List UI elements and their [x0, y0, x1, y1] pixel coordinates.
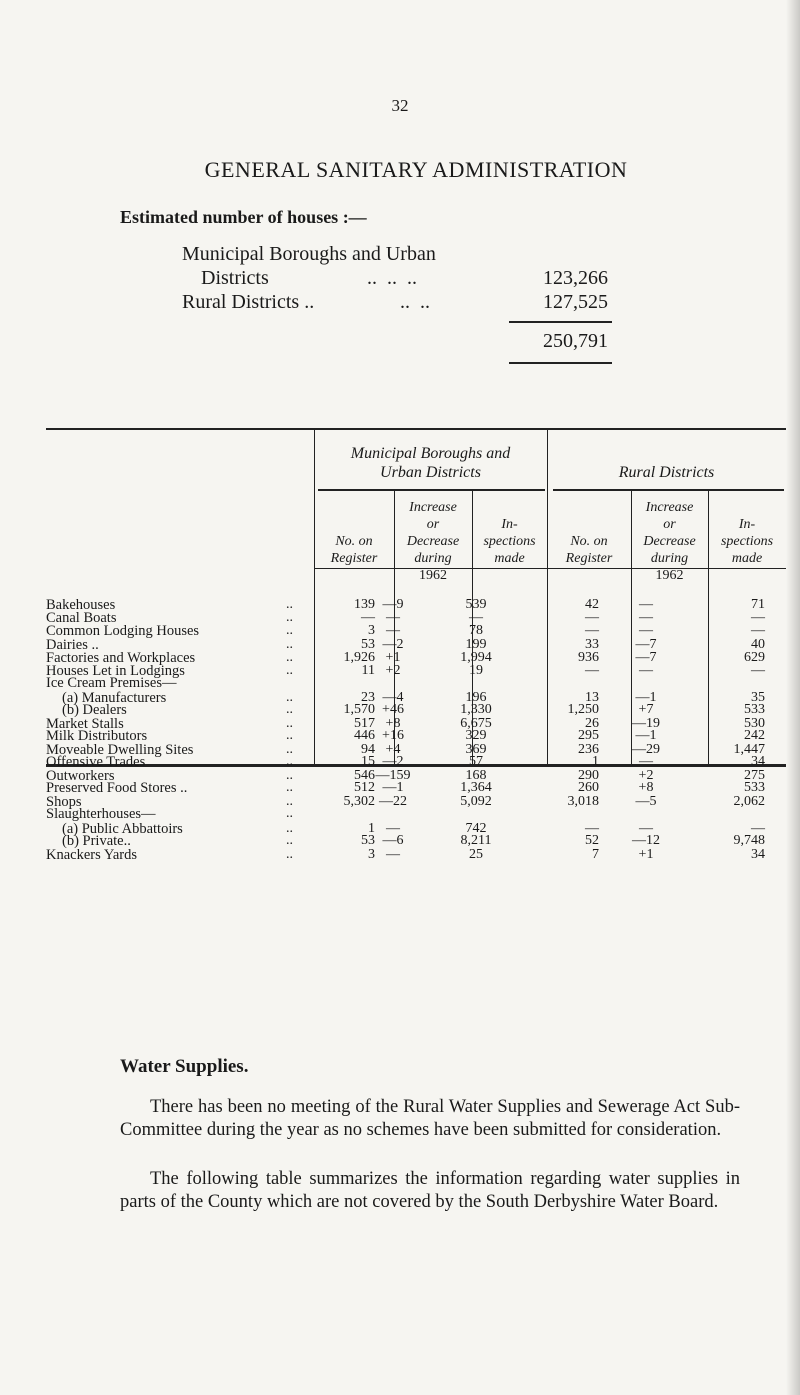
row-label: Moveable Dwelling Sites	[46, 742, 194, 758]
estimate-total: 250,791	[543, 330, 608, 352]
row-label: Outworkers	[46, 768, 115, 784]
estimate-label-urban-districts: Districts	[201, 267, 269, 289]
table-cell: —	[386, 623, 400, 638]
col-header-line: Register	[565, 551, 613, 566]
col-header-register-rural	[547, 533, 631, 567]
table-cell: 517	[354, 716, 375, 731]
col-header-line: In-	[738, 517, 756, 532]
col-header-line: spections	[720, 534, 774, 549]
row-leader-dots-short: ..	[286, 728, 293, 743]
table-cell: —	[639, 597, 653, 612]
table-cell: 512	[354, 780, 375, 795]
table-cell: —	[386, 821, 400, 836]
table-cell: 199	[465, 637, 487, 652]
table-cell: 94	[361, 742, 375, 757]
col-header-line: No. on	[570, 534, 608, 549]
table-cell: —5	[635, 794, 657, 809]
table-cell: 530	[744, 716, 765, 731]
row-leader-dots-short: ..	[286, 637, 293, 652]
water-supplies-paragraph-1: There has been no meeting of the Rural Water Supplies and Sewerage Act Sub-Committee during the year as no schemes have been submitted for consideration.	[120, 1097, 740, 1140]
col-header-line: Decrease	[643, 534, 696, 549]
water-supplies-heading: Water Supplies.	[120, 1056, 249, 1077]
table-cell: 1,570	[343, 702, 375, 717]
row-leader-dots-short: ..	[286, 716, 293, 731]
table-cell: 533	[744, 780, 765, 795]
row-leader-dots-short: ..	[286, 780, 293, 795]
col-header-line: or	[663, 517, 676, 532]
table-cell: —	[585, 821, 599, 836]
table-cell: 2,062	[733, 794, 765, 809]
row-leader-dots-short: ..	[286, 754, 293, 769]
table-cell: —	[751, 623, 765, 638]
row-leader-dots-short: ..	[286, 742, 293, 757]
estimate-total-rule	[509, 321, 612, 323]
table-cell: —1	[635, 728, 657, 743]
table-cell: +8	[638, 780, 654, 795]
table-cell: 196	[465, 690, 487, 705]
table-cell: 5,092	[460, 794, 492, 809]
table-cell: +7	[638, 702, 654, 717]
table-cell: —2	[382, 754, 404, 769]
table-cell: 52	[585, 833, 599, 848]
table-cell: 42	[585, 597, 599, 612]
table-cell: 1,364	[460, 780, 492, 795]
row-leader-dots-short: ..	[286, 702, 293, 717]
table-cell: 19	[469, 663, 483, 678]
row-label: Market Stalls	[46, 716, 124, 732]
table-cell: 295	[578, 728, 599, 743]
row-label: Knackers Yards	[46, 847, 138, 863]
page-edge-shadow	[786, 0, 800, 1395]
table-cell: —1	[382, 780, 404, 795]
row-label: Houses Let in Lodgings	[46, 663, 185, 679]
table-cell: 742	[465, 821, 487, 836]
table-cell: 546	[354, 768, 375, 783]
table-cell: 6,675	[460, 716, 492, 731]
row-leader-dots-short: ..	[286, 821, 293, 836]
table-cell: 1	[592, 754, 599, 769]
table-cell: —	[469, 610, 483, 625]
table-cell: +46	[382, 702, 404, 717]
table-cell: 34	[751, 847, 765, 862]
table-cell: 26	[585, 716, 599, 731]
table-cell: —159	[375, 768, 411, 783]
table-cell: 25	[469, 847, 483, 862]
row-leader-dots-short: ..	[286, 806, 293, 821]
table-cell: 242	[744, 728, 765, 743]
col-header-inspections-municipal	[472, 516, 547, 567]
table-cell: 53	[361, 637, 375, 652]
estimate-value-urban: 123,266	[543, 267, 608, 289]
row-leader-dots-short: ..	[286, 597, 293, 612]
col-header-line: during	[414, 551, 452, 566]
table-cell: +2	[385, 663, 401, 678]
table-cell: —	[751, 610, 765, 625]
col-header-line: Register	[330, 551, 378, 566]
col-header-line: spections	[483, 534, 536, 549]
row-leader-dots-short: ..	[286, 623, 293, 638]
table-cell: —4	[382, 690, 404, 705]
row-leader-dots-short: ..	[286, 663, 293, 678]
row-leader-dots-short: ..	[286, 610, 293, 625]
table-cell: 369	[465, 742, 487, 757]
table-group-rule-rural	[553, 489, 784, 491]
table-cell: 936	[578, 650, 599, 665]
group-header-rural: Rural Districts	[618, 464, 715, 481]
table-cell: 1,994	[460, 650, 492, 665]
row-label: (a) Public Abbattoirs	[62, 821, 183, 837]
table-cell: 139	[354, 597, 375, 612]
estimate-label-rural-districts: Rural Districts ..	[182, 291, 315, 313]
table-cell: 1,926	[343, 650, 375, 665]
group-header-municipal	[314, 444, 547, 482]
row-label: Milk Distributors	[46, 728, 148, 744]
row-label: (a) Manufacturers	[62, 690, 167, 706]
row-label: (b) Dealers	[62, 702, 127, 718]
group-header-municipal-line2: Urban Districts	[380, 464, 481, 481]
table-cell: 290	[578, 768, 599, 783]
estimate-leaders-urban: .. .. ..	[367, 267, 417, 289]
row-leader-dots-short: ..	[286, 650, 293, 665]
row-label: Ice Cream Premises—	[46, 675, 177, 691]
table-cell: —	[386, 610, 400, 625]
table-cell: 8,211	[460, 833, 492, 848]
table-cell: —	[639, 610, 653, 625]
table-cell: 1	[368, 821, 375, 836]
table-cell: —	[639, 754, 653, 769]
col-header-line: 1962	[419, 568, 447, 583]
table-cell: —2	[382, 637, 404, 652]
table-cell: 7	[592, 847, 599, 862]
table-cell: 260	[578, 780, 599, 795]
col-header-line: 1962	[655, 568, 684, 583]
row-label: Slaughterhouses—	[46, 806, 156, 822]
table-cell: —7	[635, 637, 657, 652]
row-label: Preserved Food Stores ..	[46, 780, 188, 796]
table-cell: 533	[744, 702, 765, 717]
table-cell: —	[585, 663, 599, 678]
table-cell: —	[361, 610, 375, 625]
estimate-heading: Estimated number of houses :—	[120, 207, 367, 227]
col-header-line: made	[731, 551, 763, 566]
table-cell: —	[585, 623, 599, 638]
page-number: 32	[391, 96, 409, 115]
table-cell: +1	[638, 847, 654, 862]
table-cell: —29	[632, 742, 660, 757]
table-group-rule-municipal	[318, 489, 545, 491]
table-cell: 9,748	[733, 833, 765, 848]
table-cell: 1,330	[460, 702, 492, 717]
table-cell: 446	[354, 728, 375, 743]
table-cell: —	[386, 847, 400, 862]
table-cell: 35	[751, 690, 765, 705]
table-cell: 3,018	[567, 794, 599, 809]
table-cell: 275	[744, 768, 765, 783]
table-cell: —1	[635, 690, 657, 705]
table-header-rule	[314, 568, 786, 569]
table-cell: —	[639, 623, 653, 638]
col-header-line: Decrease	[406, 534, 460, 549]
col-header-inspections-rural	[708, 516, 786, 567]
row-label: Offensive Trades	[46, 754, 146, 770]
table-cell: 78	[469, 623, 483, 638]
table-cell: 629	[744, 650, 765, 665]
table-cell: —	[639, 663, 653, 678]
table-cell: +2	[638, 768, 654, 783]
table-cell: —	[751, 663, 765, 678]
col-header-change-municipal	[394, 499, 472, 584]
table-cell: 34	[751, 754, 765, 769]
table-cell: +1	[385, 650, 401, 665]
col-header-change-rural	[631, 499, 708, 584]
table-cell: 13	[585, 690, 599, 705]
table-cell: 539	[465, 597, 487, 612]
table-cell: 3	[368, 623, 375, 638]
table-cell: —12	[632, 833, 660, 848]
row-leader-dots-short: ..	[286, 690, 293, 705]
table-cell: 329	[465, 728, 487, 743]
table-top-rule	[46, 428, 786, 430]
row-label: Common Lodging Houses	[46, 623, 200, 639]
row-leader-dots-short: ..	[286, 794, 293, 809]
table-cell: —6	[382, 833, 404, 848]
row-label: Shops	[46, 794, 82, 810]
table-cell: —	[751, 821, 765, 836]
group-header-municipal-line1: Municipal Boroughs and	[350, 445, 511, 462]
table-cell: —	[585, 610, 599, 625]
col-header-line: or	[426, 517, 440, 532]
estimate-value-rural: 127,525	[543, 291, 608, 313]
table-cell: —22	[379, 794, 407, 809]
table-cell: 11	[361, 663, 375, 678]
col-header-line: Increase	[645, 500, 694, 515]
table-cell: 15	[361, 754, 375, 769]
table-cell: 236	[578, 742, 599, 757]
table-cell: —	[639, 821, 653, 836]
estimate-total-underline	[509, 362, 612, 364]
col-header-line: Increase	[409, 500, 457, 515]
row-label: Canal Boats	[46, 610, 117, 626]
row-label: Dairies ..	[46, 637, 99, 653]
table-cell: 3	[368, 847, 375, 862]
row-label: Bakehouses	[46, 597, 116, 613]
table-cell: —7	[635, 650, 657, 665]
table-cell: +8	[385, 716, 401, 731]
row-leader-dots-short: ..	[286, 833, 293, 848]
table-cell: —19	[632, 716, 660, 731]
table-cell: 57	[469, 754, 483, 769]
row-label: Factories and Workplaces	[46, 650, 196, 666]
table-cell: 168	[465, 768, 487, 783]
page-title: GENERAL SANITARY ADMINISTRATION	[204, 157, 628, 182]
table-cell: 40	[751, 637, 765, 652]
table-cell: 71	[751, 597, 765, 612]
col-header-register-municipal	[314, 533, 394, 567]
table-cell: 1,447	[733, 742, 765, 757]
col-header-line: during	[650, 551, 689, 566]
table-cell: 23	[361, 690, 375, 705]
table-cell: —9	[382, 597, 404, 612]
table-cell: 1,250	[567, 702, 599, 717]
estimate-leaders-rural: .. ..	[400, 291, 430, 313]
col-header-line: No. on	[335, 534, 373, 549]
row-leader-dots-short: ..	[286, 847, 293, 862]
table-cell: 5,302	[343, 794, 375, 809]
col-header-line: In-	[501, 517, 518, 532]
table-cell: 53	[361, 833, 375, 848]
row-label: (b) Private..	[62, 833, 131, 849]
estimate-line-municipal: Municipal Boroughs and Urban	[182, 243, 436, 265]
water-supplies-paragraph-2: The following table summarizes the information regarding water supplies in parts of the County which are not covered by the South Derbyshire Water Board.	[120, 1169, 740, 1212]
table-cell: +4	[385, 742, 401, 757]
table-cell: +16	[382, 728, 404, 743]
table-cell: 33	[585, 637, 599, 652]
row-leader-dots-short: ..	[286, 768, 293, 783]
col-header-line: made	[494, 551, 525, 566]
